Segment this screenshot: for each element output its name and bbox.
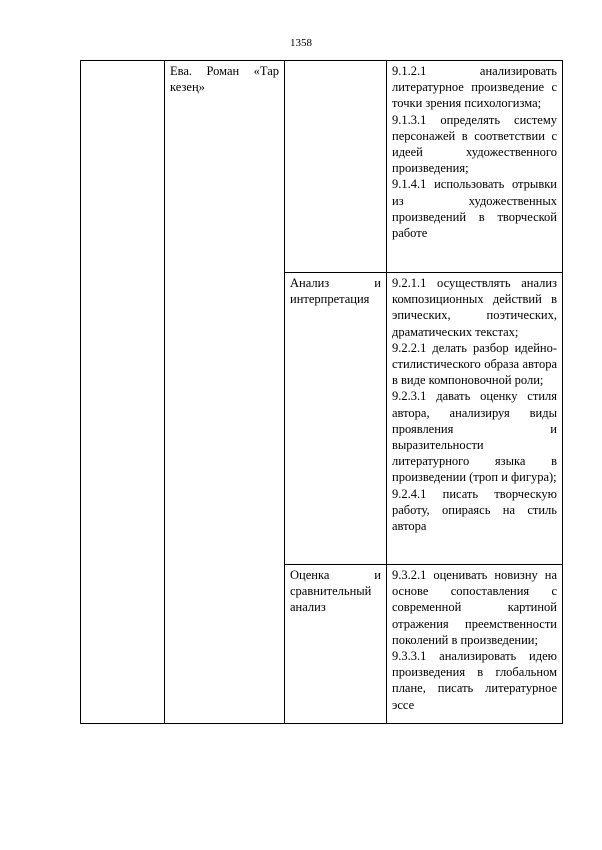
objective: 9.1.3.1 определять систему персонажей в соответствии с идеей художественного произведения; [392, 112, 557, 176]
objective: 9.3.3.1 анализировать идею произведения в глобальном плане, писать литературное эссе [392, 649, 557, 712]
objective: 9.2.4.1 писать творческую работу, опираясь на стиль автора [392, 486, 557, 534]
table-row [81, 61, 563, 273]
objective: 9.2.2.1 делать разбор идейно-стилистического образа автора в виде компоновочной роли; [392, 340, 557, 388]
work-title: Ева. Роман «Тар кезең» [170, 64, 279, 95]
objectives-cell [387, 61, 563, 273]
work-title-cell [165, 61, 285, 724]
page-number: 1358 [290, 37, 312, 49]
objective: 9.1.4.1 использовать отрывки из художественных произведений в творческой работе [392, 177, 557, 241]
objective: 9.3.2.1 оценивать новизну на основе сопоставления с современной картиной отражения преемственности поколений в произведении; [392, 568, 557, 647]
objective: 9.2.1.1 осуществлять анализ композиционных действий в эпических, поэтических, драматических текстах; [392, 276, 557, 339]
empty-cell [81, 61, 165, 724]
section-label: Оценка и сравнительный анализ [290, 568, 381, 615]
objective: 9.1.2.1 анализировать литературное произведение с точки зрения психологизма; [392, 64, 557, 111]
objectives-cell [387, 273, 563, 565]
objective: 9.2.3.1 давать оценку стиля автора, анализируя виды проявления и выразительности литературного языка в произведении (троп и фигура); [392, 389, 557, 485]
section-cell [285, 273, 387, 565]
section-cell [285, 565, 387, 724]
section-label: Анализ и интерпретация [290, 276, 381, 307]
curriculum-table [80, 60, 563, 724]
objectives-cell [387, 565, 563, 724]
section-cell [285, 61, 387, 273]
